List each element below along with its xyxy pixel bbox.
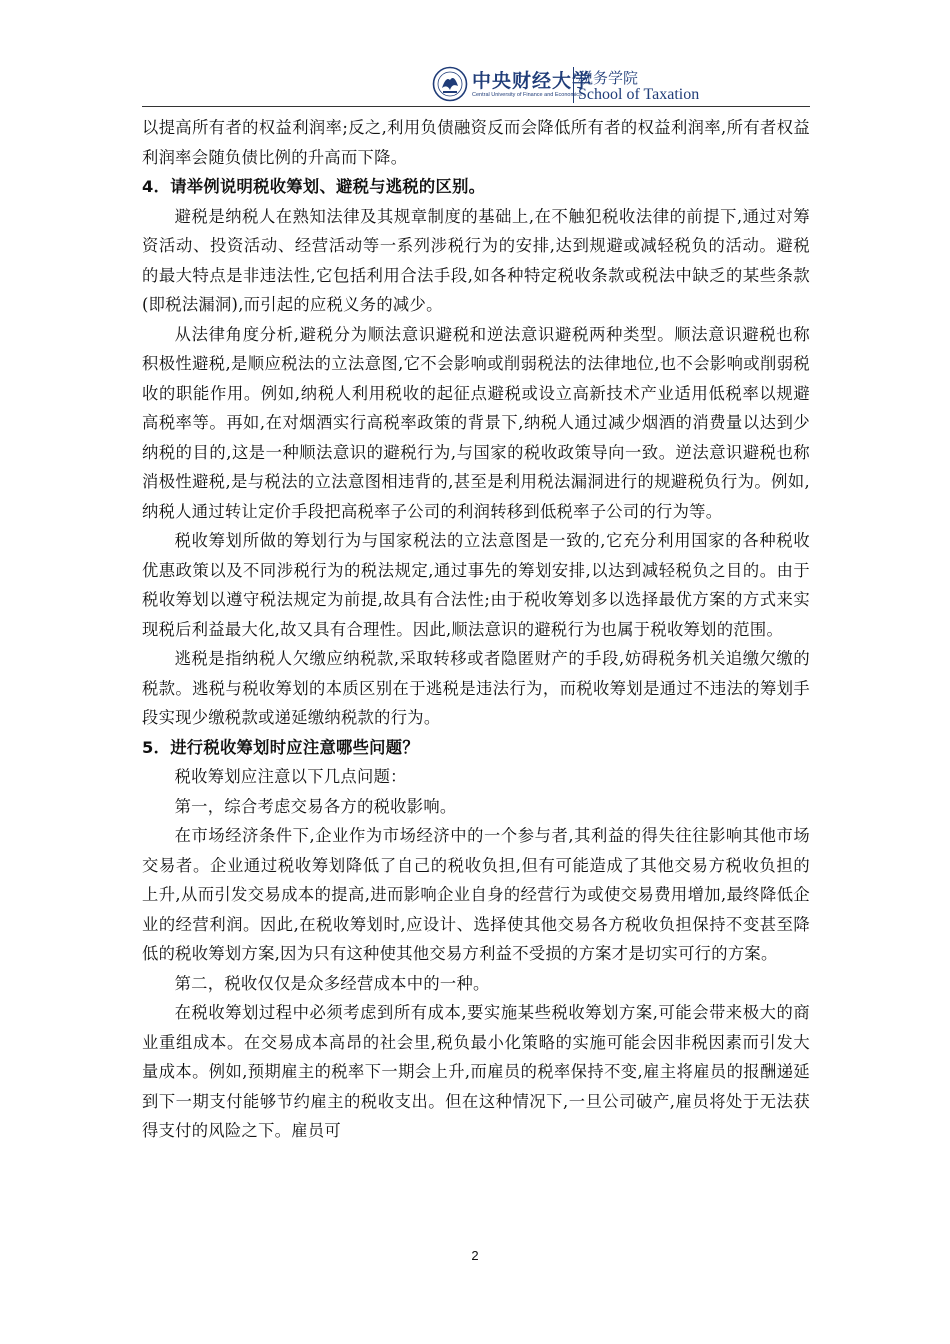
question-heading: 5．进行税收筹划时应注意哪些问题？: [142, 737, 419, 757]
paragraph: 在税收筹划过程中必须考虑到所有成本,要实施某些税收筹划方案,可能会带来极大的商业重组成本。在交易成本高昂的社会里,税负最小化策略的实施可能会因非税因素而引发大量成本。例如,预期雇主的税率下一期会上升,而雇员的税率保持不变,雇主将雇员的报酬递延到下一期支付能够节约雇主的税收支出。但在这种情况下,一旦公司破产,雇员将处于无法获得支付的风险之下。雇员可: [142, 1003, 810, 1140]
paragraph: 从法律角度分析,避税分为顺法意识避税和逆法意识避税两种类型。顺法意识避税也称积极性避税,是顺应税法的立法意图,它不会影响或削弱税法的法律地位,也不会影响或削弱税收的职能作用。例如,纳税人利用税收的起征点避税或设立高新技术产业适用低税率以规避高税率等。再如,在对烟酒实行高税率政策的背景下,纳税人通过减少烟酒的消费量以达到少纳税的目的,这是一种顺法意识的避税行为,与国家的税收政策导向一致。逆法意识避税也称消极性避税,是与税法的立法意图相违背的,甚至是利用税法漏洞进行的规避税负行为。例如,纳税人通过转让定价手段把高税率子公司的利润转移到低税率子公司的行为等。: [142, 324, 810, 521]
paragraph: 税收筹划所做的筹划行为与国家税法的立法意图是一致的,它充分利用国家的各种税收优惠政策以及不同涉税行为的税法规定,通过事先的筹划安排,以达到减轻税负之目的。由于税收筹划以遵守税法规定为前提,故具有合法性;由于税收筹划多以选择最优方案的方式来实现税后利益最大化,故又具有合理性。因此,顺法意识的避税行为也属于税收筹划的范围。: [142, 531, 810, 639]
header-rule: [142, 106, 810, 107]
paragraph: 逃税是指纳税人欠缴应纳税款,采取转移或者隐匿财产的手段,妨碍税务机关追缴欠缴的税款。逃税与税收筹划的本质区别在于逃税是违法行为，而税收筹划是通过不违法的筹划手段实现少缴税款或递延缴纳税款的行为。: [142, 649, 810, 727]
question-heading: 4．请举例说明税收筹划、避税与逃税的区别。: [142, 177, 486, 196]
header-divider: [573, 67, 574, 103]
document-body: [142, 113, 810, 1146]
page-number: 2: [471, 1248, 479, 1263]
university-name-cn: 中央财经大学: [472, 70, 593, 92]
paragraph: 第二，税收仅仅是众多经营成本中的一种。: [174, 973, 490, 993]
paragraph: 以提高所有者的权益利润率;反之,利用负债融资反而会降低所有者的权益利润率,所有者权益利润率会随负债比例的升高而下降。: [142, 118, 810, 167]
paragraph: 税收筹划应注意以下几点问题：: [174, 767, 407, 786]
school-name-cn: 税务学院: [578, 69, 639, 87]
paragraph: 在市场经济条件下,企业作为市场经济中的一个参与者,其利益的得失往往影响其他市场交易者。企业通过税收筹划降低了自己的税收负担,但有可能造成了其他交易方税收负担的上升,从而引发交易成本的提高,进而影响企业自身的经营行为或使交易费用增加,最终降低企业的经营利润。因此,在税收筹划时,应设计、选择使其他交易各方税收负担保持不变甚至降低的税收筹划方案,因为只有这种使其他交易方利益不受损的方案才是切实可行的方案。: [142, 826, 810, 963]
school-name-en: School of Taxation: [578, 86, 700, 103]
paragraph: 第一，综合考虑交易各方的税收影响。: [174, 796, 457, 816]
paragraph: 避税是纳税人在熟知法律及其规章制度的基础上,在不触犯税收法律的前提下,通过对筹资活动、投资活动、经营活动等一系列涉税行为的安排,达到规避或减轻税负的活动。避税的最大特点是非违法性,它包括利用合法手段,如各种特定税收条款或税法中缺乏的某些条款(即税法漏洞),而引起的应税义务的减少。: [142, 206, 810, 314]
university-name-en: Central University of Finance and Economics: [472, 92, 582, 98]
university-seal-icon: [432, 66, 468, 102]
